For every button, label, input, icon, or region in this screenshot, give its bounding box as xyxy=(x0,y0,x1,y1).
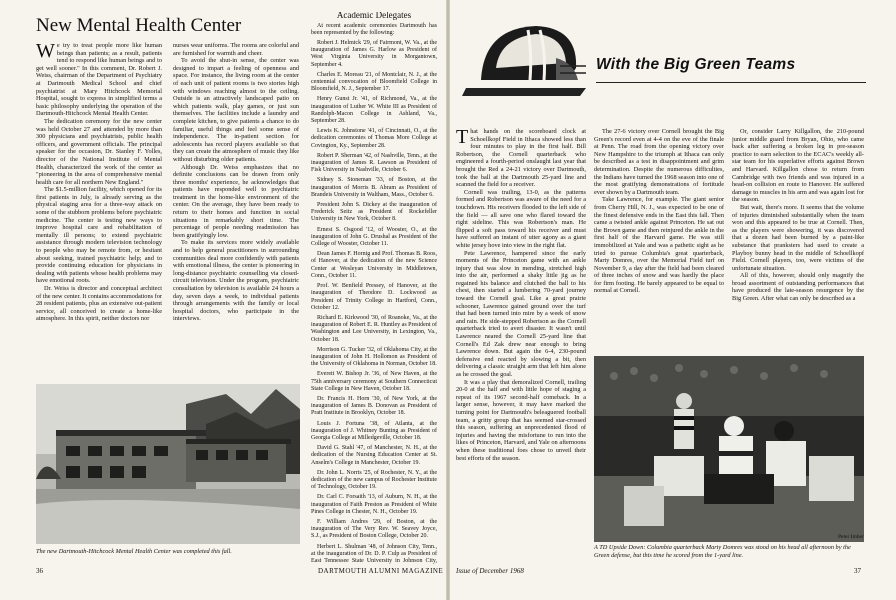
paragraph: The 27-6 victory over Cornell brought the Big Green's record even at 4-4 on the eve of the finale at Penn. The road from the opening victory over New Hampshire to the triumph at Ithaca can only be described as a test in disappointment and grim determination. Despite the numerous difficulties, the Indians have turned the 1968 season into one of the most gratifying demonstrations of fortitude ever shown by a Dartmouth team. xyxy=(594,128,724,196)
banner-rule xyxy=(596,82,866,83)
article-column-1: We try to treat people more like human beings than patients; as a result, patients tend to respond like human beings and to get well sooner." In this comment, Dr. Robert J. Weiss, chairman of the Department of Psychiatry at Dartmouth Medical School and chief psychiatrist at Mary Hitchcock Memorial Hospital, sought to express in simplified terms a basic philosophy underlying the operation of the Dartmouth-Hitchcock Mental Health Center. The dedication ceremony for the new center was held October 27 and attended by more than 300 physicians and psychiatrists, public health officers, and government officials. The principal speaker for the occasion, Dr. Stanley F. Yolles, director of the National Institute of Mental Health, characterized the work of the center as "pioneering in the area of comprehensive mental health care for all northern New England." The $1.5-million facility, which opened for its first patients in July, is already serving as the physical staging area for a three-way attack on some of the stubborn problems before psychiatric medicine. The center is testing new ways to improve hospital care and rehabilitation of mentally ill persons; to extend psychiatric assistance through modern television technology to people who may be remote from, or hesitant about seeking, trained psychiatric help; and to provide continuing education for physicians in dealing with patients whose health problems may have emotional roots. Dr. Weiss is director and conceptual architect of the new center. It contains accommodations for 28 resident patients, plus an extensive out-patient service, all conceived to create a home-like atmosphere. In this spirit, neither doctors nor xyxy=(36,42,162,323)
academic-delegates-column xyxy=(311,12,437,565)
delegate-entry: Lewis K. Johnstone '41, of Cincinnati, O., at the dedication ceremonies of Thomas More College at Covington, Ky., September 28. xyxy=(311,128,437,149)
section-title: Academic Delegates xyxy=(336,12,412,20)
delegate-entry: Dean James F. Hornig and Prof. Thomas B. Roos, of Hanover, at the dedication of the new Science Center at Wesleyan University in Middletown, Conn., October 11. xyxy=(311,251,437,279)
section-banner: With the Big Green Teams xyxy=(596,56,796,73)
paragraph: Take Lawrence, for example. The giant senior from Cherry Hill, N. J., was expected to be one of the finest defensive ends in the East this fall. Then came a twisted ankle against Princeton. He sat out the Brown game and then reinjured the ankle in the first half of the Harvard game. He was still immobilized at Yale and was a pathetic sight as he tried to pursue Columbia's great quarterback, Marty Domres, over the Memorial Field turf on November 9, a day after the field had been cleared of three inches of snow and was hardly the place for firm footing. He barely appeared to be equal to normal at Cornell. xyxy=(594,196,724,295)
article-column-2 xyxy=(173,42,299,374)
issue-date: Issue of December 1968 xyxy=(456,567,524,575)
photo-caption: The new Dartmouth-Hitchcock Mental Health Center was completed this fall. xyxy=(36,548,232,555)
delegate-entry: Herbert L. Shulman '48, of Johnson City, Tenn., at the inauguration of Dr. D. P. Culp as President of East Tennessee State University in Johnson City, xyxy=(311,543,437,564)
helmet-icon xyxy=(456,18,592,104)
delegate-entry: David G. Stahl '47, of Manchester, N. H., at the dedication of the Nursing Education Center at St. Anselm's College in Manchester, October 19. xyxy=(311,445,437,466)
delegate-entry: F. William Andres '29, of Boston, at the inauguration of The Very Rev. W. Seavey Joyce, S.J., as President of Boston College, October 20. xyxy=(311,518,437,540)
paragraph: It was a play that demoralized Cornell, trailing 20-0 at the half and with little hope of staging a repeat of its 1967 second-half comeback. In a larger sense, however, it may have marked the turning point for Dartmouth's beleaguered football team, a gritty group that has seemed star-crossed this season, suffering an unprecedented flood of injuries and having the misfortune to run into the likes of Princeton, Harvard, and Yale on afternoons when these traditional foes chose to unveil their best efforts of the season. xyxy=(456,378,586,462)
paragraph: But wait, there's more. It seems that the volume of injuries diminished substantially when the team won and this appeared to be true at Cornell. Then, as the players were showering, it was discovered that a dozen had been burned by a paint-like substance that pranksters had used to create a Playboy bunny head in the middle of Schoellkopf Field. Cornell players, too, were victims of the unfortunate situation. xyxy=(732,203,864,272)
drop-cap: T xyxy=(456,128,469,148)
paragraph: To avoid the shut-in sense, the center was designed to impart a feeling of openness and space. For instance, the living room at the center of each unit of patient rooms is two stories high with windows reaching almost to the ceiling. Outside is an attractively landscaped patio on which patients walk, play games, or just sun themselves. The facilities include a laundry and complete kitchen, to give patients a chance to do familiar, useful things and feel some sense of independence. The in-patient section for adolescents has record players available so that they can create the atmosphere of music they like without disturbing older patients. xyxy=(173,57,299,163)
paragraph: Cornell was trailing, 13-0, as the patterns formed and Robertson was aware of the need for a touchdown. His receivers flooded to the left side of the field — all save one who flared toward the right sideline. This was Robertson's man. He flipped a soft pass toward his receiver and must have suffered an instant of utter agony as a giant white jersey hove into view in the right flat. xyxy=(456,188,586,249)
paragraph: Dr. Weiss is director and conceptual architect of the new center. It contains accommodations for 28 resident patients, plus an extensive out-patient service, all conceived to create a home-like atmosphere. In this spirit, neither doctors nor xyxy=(36,285,162,323)
delegate-entry: Morrison G. Tucker '32, of Oklahoma City, at the inauguration of John H. Hollomon as President of the University of Oklahoma in Norman, October 18. xyxy=(311,346,437,368)
delegate-entry: Charles E. Moreau '21, of Montclair, N. J., at the centennial convocation of Bloomfield College in Bloomfield, N. J., September 17. xyxy=(311,71,437,93)
sports-column-1: That hands on the scoreboard clock at Schoellkopf Field in Ithaca showed less than four minutes to play in the first half. Bill Robertson, the Cornell quarterback who engineered a fourth-period onslaught last year that brought the Red a 24-21 victory over Dartmouth, took the ball at the Dartmouth 25-yard line and scanned the field for a receiver. Cornell was trailing, 13-0, as the patterns formed and Robertson was aware of the need for a touchdown. His receivers flooded to the left side of the field — all save one who flared toward the right sideline. This was Robertson's man. He flipped a soft pass toward his receiver and must have suffered an instant of utter agony as a giant white jersey hove into view in the right flat. Pete Lawrence, hampered since the early moments of the Princeton game with an ankle injury that was slow in mending, stretched high into the air, performed a shaky little jig as he regained his balance and clutched the ball to his chest, then started a lumbering 70-yard journey toward the Cornell goal. Like a great prairie schooner, Lawrence gained ground over the turf that had been turned into mire by a week of snow and rain. He side-stepped Robertson as the Cornell quarterback tried to avert disaster. It wasn't until Lawrence neared the Cornell 25-yard line that Cornell's Ed Zak drew near enough to bring Lawrence down. But again the 6-4, 230-pound defensive end reacted by slowing a bit, then delivering a classic straight arm that left him alone as he crossed the goal. It was a play that demoralized Cornell, trailing 20-0 at the half and with little hope of staging a repeat of its 1967 second-half comeback. In a larger sense, however, it may have marked the turning point for Dartmouth's beleaguered football team, a gritty group that has seemed star-crossed this season, suffering an unprecedented flood of injuries and having the misfortune to run into the likes of Princeton, Harvard, and Yale on afternoons when these traditional foes chose to unveil their best efforts of the season. xyxy=(456,128,586,462)
delegate-entry: Sidney S. Stoneman '33, of Boston, at the inauguration of Morris B. Abram as President of Brandeis University in Waltham, Mass., October 6. xyxy=(311,177,437,198)
building-photo-graphic xyxy=(36,384,300,544)
article-headline: New Mental Health Center xyxy=(36,15,242,36)
delegate-entry: Henry Gunst Jr. '41, of Richmond, Va., at the inauguration of Luther W. White III as President of Randolph-Macon College in Ashland, Va., September 28. xyxy=(311,96,437,125)
magazine-name: DARTMOUTH ALUMNI MAGAZINE xyxy=(318,567,444,575)
football-photo-graphic xyxy=(594,356,864,542)
delegate-entry: Dr. Francis H. Horn '30, of New York, at the inauguration of James B. Donovan as President of Pratt Institute in Brooklyn, October 18. xyxy=(311,395,437,417)
delegate-entry: Richard E. Kirkwood '30, of Roanoke, Va., at the inauguration of Robert E. R. Huntley as President of Washington and Lee University, in Lexington, Va., October 18. xyxy=(311,314,437,343)
page-number-left: 36 xyxy=(36,567,43,575)
delegate-entry: Dr. Carl C. Forsaith '13, of Auburn, N. H., at the inauguration of Faith Preston as President of White Pines College in Chester, N. H., October 19. xyxy=(311,494,437,515)
mental-health-center-photo xyxy=(36,384,300,544)
paragraph: The dedication ceremony for the new center was held October 27 and attended by more than 300 physicians and psychiatrists, public health officers, and government officials. The principal speaker for the occasion, Dr. Stanley F. Yolles, director of the National Institute of Mental Health, characterized the work of the center as "pioneering in the area of comprehensive mental health care for all northern New England." xyxy=(36,117,162,186)
sports-column-2 xyxy=(594,128,724,350)
delegates-intro: At recent academic ceremonies Dartmouth has been represented by the following: xyxy=(311,22,437,36)
delegate-entry: Louis J. Fortuna '38, of Atlanta, at the inauguration of J. Whitney Bunting as President of Georgia College at Milledgeville, October 18. xyxy=(311,420,437,441)
paragraph: To make its services more widely available and to help general practitioners in surrounding communities deal more confidently with patients with emotional illness, the center is pioneering in long-distance psychiatric counselling via closed-circuit television. Under the program, psychiatric consultation by television is available 24 hours a day, seven days a week, to individual patients through arrangements with the family or local hospital doctors, who participate in the interviews. xyxy=(173,239,299,323)
paragraph: Pete Lawrence, hampered since the early moments of the Princeton game with an ankle injury that was slow in mending, stretched high into the air, performed a shaky little jig as he regained his balance and clutched the ball to his chest, then started a lumbering 70-yard journey toward the Cornell goal. Like a great prairie schooner, Lawrence gained ground over the turf that had been turned into mire by a week of snow and rain. He side-stepped Robertson as the Cornell quarterback tried to avert disaster. It wasn't until Lawrence neared the Cornell 25-yard line that Cornell's Ed Zak drew near enough to bring Lawrence down. But again the 6-4, 230-pound defensive end reacted by slowing a bit, then delivering a classic straight arm that left him alone as he crossed the goal. xyxy=(456,249,586,378)
paragraph: nurses wear uniforms. The rooms are colorful and are furnished for warmth and cheer. xyxy=(173,42,299,57)
delegate-entry: Robert J. Helmick '29, of Fairmont, W. Va., at the inauguration of James G. Harlow as President of West Virginia University in Morgantown, September 4. xyxy=(311,40,437,68)
drop-cap: W xyxy=(36,42,55,62)
paragraph: Or, consider Larry Killgallon, the 210-pound junior middle guard from Bryan, Ohio, who came back after suffering a broken leg in pre-season practice to earn selection to the ECAC's weekly all-star team for his superlative efforts against Brown and Harvard. Killgallon chose to return from Cambridge with two friends and was injured in a head-on collision en route to Hanover. He suffered damage to muscles in his arm and was again lost for the season. xyxy=(732,128,864,204)
left-page xyxy=(0,0,446,600)
delegate-entry: Prof. W. Benfield Pressey, of Hanover, at the inauguration of Theodore D. Lockwood as President of Trinity College in Hartford, Conn., October 12. xyxy=(311,283,437,311)
paragraph: Although Dr. Weiss emphasizes that no definite conclusions can be drawn from only three months' experience, he acknowledges that patients have responded well to psychiatric treatment in the home-like environment of the center. On the average, they have been ready to return to their homes and function in social situations in remarkably short time. The percentage of people needing readmission has been gratifyingly low. xyxy=(173,163,299,239)
delegate-entry: Ernest S. Osgood '12, of Wooster, O., at the inauguration of John G. Drushal as President of the College of Wooster, October 11. xyxy=(311,226,437,248)
football-action-photo xyxy=(594,356,864,542)
delegate-entry: Dr. John L. Norris '25, of Rochester, N. Y., at the dedication of the new campus of Rochester Institute of Technology, October 19. xyxy=(311,469,437,491)
right-page xyxy=(450,0,896,600)
paragraph: The $1.5-million facility, which opened for its first patients in July, is already serving as the physical staging area for a three-way attack on some of the stubborn problems before psychiatric medicine. The center is testing new ways to improve hospital care and rehabilitation of mentally ill persons; to extend psychiatric assistance through modern television technology to people who may be remote from, or hesitant about seeking, trained psychiatric help; and to provide continuing education for physicians in dealing with patients whose health problems may have emotional roots. xyxy=(36,186,162,285)
page-number-right: 37 xyxy=(854,567,861,575)
sports-column-3 xyxy=(732,128,864,350)
delegate-entry: Everett W. Bishop Jr. '36, of New Haven, at the 75th anniversary ceremony at Southern Connecticut State College in New Haven, October 18. xyxy=(311,371,437,392)
photo-caption: A TD Upside Down: Columbia quarterback Marty Domres was stood on his head all afternoon by the Green defense, but this time he scored from the 1-yard line. xyxy=(594,544,851,559)
delegate-entry: Robert P. Sherman '42, of Nashville, Tenn., at the inauguration of James R. Lawson as President of Fisk University in Nashville, October 6. xyxy=(311,152,437,174)
football-helmet-logo xyxy=(456,18,592,104)
paragraph: All of this, however, should only magnify the broad assortment of outstanding performances that have produced the late-season resurgence by the Big Green. After what can only be described as a xyxy=(732,272,864,303)
photo-credit: Peter Imber xyxy=(838,534,864,540)
delegate-entry: President John S. Dickey at the inauguration of Frederick Seitz as President of Rockefeller University in New York, October 8. xyxy=(311,202,437,223)
